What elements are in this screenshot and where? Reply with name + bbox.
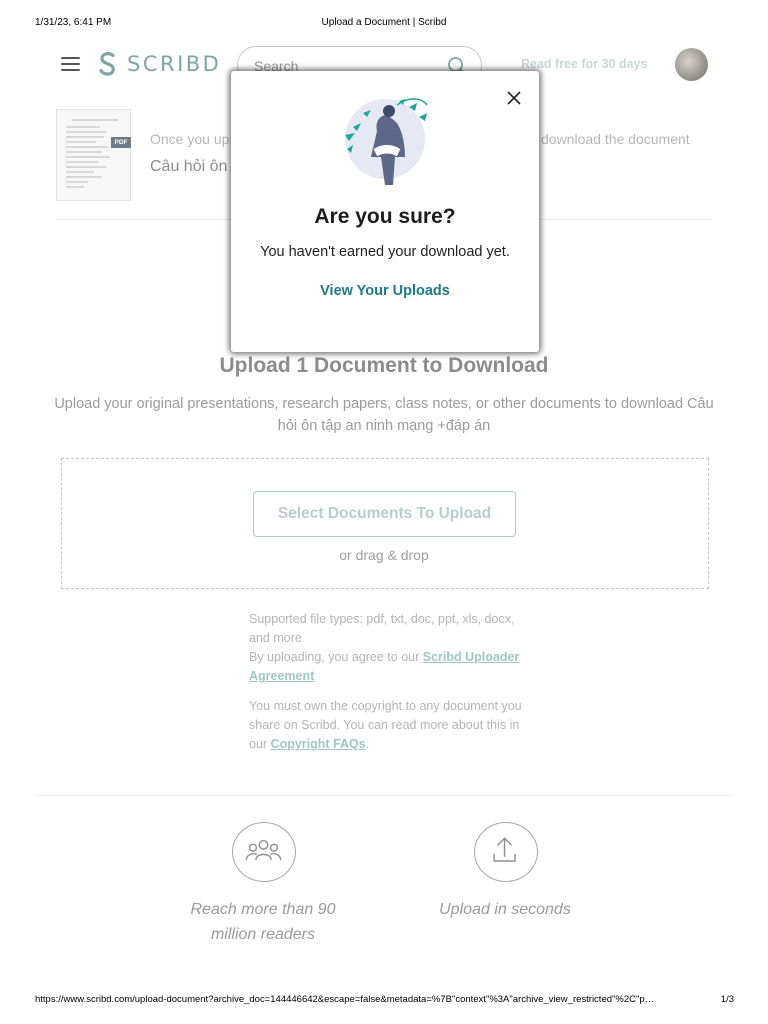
doc-caption-left: Once you up (150, 131, 230, 147)
copyright-prefix: You must own the copyright to any document you share on Scribd. You can read more about this in our (249, 699, 522, 751)
read-free-link[interactable]: Read free for 30 days (521, 57, 648, 71)
supported-file-types: Supported file types: pdf, txt, doc, ppt, xls, docx, and more (249, 612, 515, 645)
document-title: Câu hỏi ôn (150, 158, 228, 175)
upload-heading: Upload 1 Document to Download (219, 354, 549, 377)
modal-subtitle: You haven't earned your download yet. (260, 244, 510, 260)
avatar[interactable] (675, 48, 708, 81)
scribd-logo-icon (97, 51, 119, 77)
uploader-agreement-text (249, 648, 529, 686)
print-url: https://www.scribd.com/upload-document?archive_doc=144446642&escape=false&metadata=%7B"context"%3A"archive_view_restricted"%2C"p… (35, 994, 655, 1005)
view-uploads-link[interactable]: View Your Uploads (320, 283, 450, 299)
upload-icon (474, 822, 538, 882)
pdf-badge: PDF (111, 137, 131, 148)
uploader-agreement-link[interactable]: Scribd Uploader Agreement (249, 650, 520, 683)
agreement-prefix: By uploading, you agree to our (249, 650, 423, 664)
print-title: Upload a Document | Scribd (321, 17, 447, 28)
drag-drop-hint: or drag & drop (339, 547, 429, 563)
select-documents-button[interactable]: Select Documents To Upload (253, 491, 516, 537)
logo-text: SCRIBD (127, 52, 222, 76)
feature-reach-readers: Reach more than 90 million readers (190, 901, 336, 943)
divider (36, 795, 732, 796)
reader-illustration-icon (335, 93, 439, 191)
people-icon (232, 822, 296, 882)
upload-description: Upload your original presentations, research papers, class notes, or other documents to download Câu hỏi ôn tập an ninh mạng +đáp án (54, 396, 714, 434)
document-thumbnail[interactable] (56, 109, 131, 201)
hamburger-menu-icon[interactable] (61, 57, 80, 71)
feature-upload-seconds: Upload in seconds (439, 901, 571, 918)
copyright-faqs-link[interactable]: Copyright FAQs (270, 737, 366, 751)
scribd-logo[interactable] (97, 51, 221, 77)
close-icon[interactable] (505, 89, 523, 107)
copyright-suffix: . (365, 737, 370, 751)
print-page-number: 1/3 (720, 994, 734, 1005)
confirm-modal (231, 71, 539, 352)
copyright-notice (249, 697, 529, 754)
modal-title: Are you sure? (314, 205, 456, 228)
doc-caption-right: download the document (541, 131, 690, 147)
print-date: 1/31/23, 6:41 PM (35, 17, 112, 28)
